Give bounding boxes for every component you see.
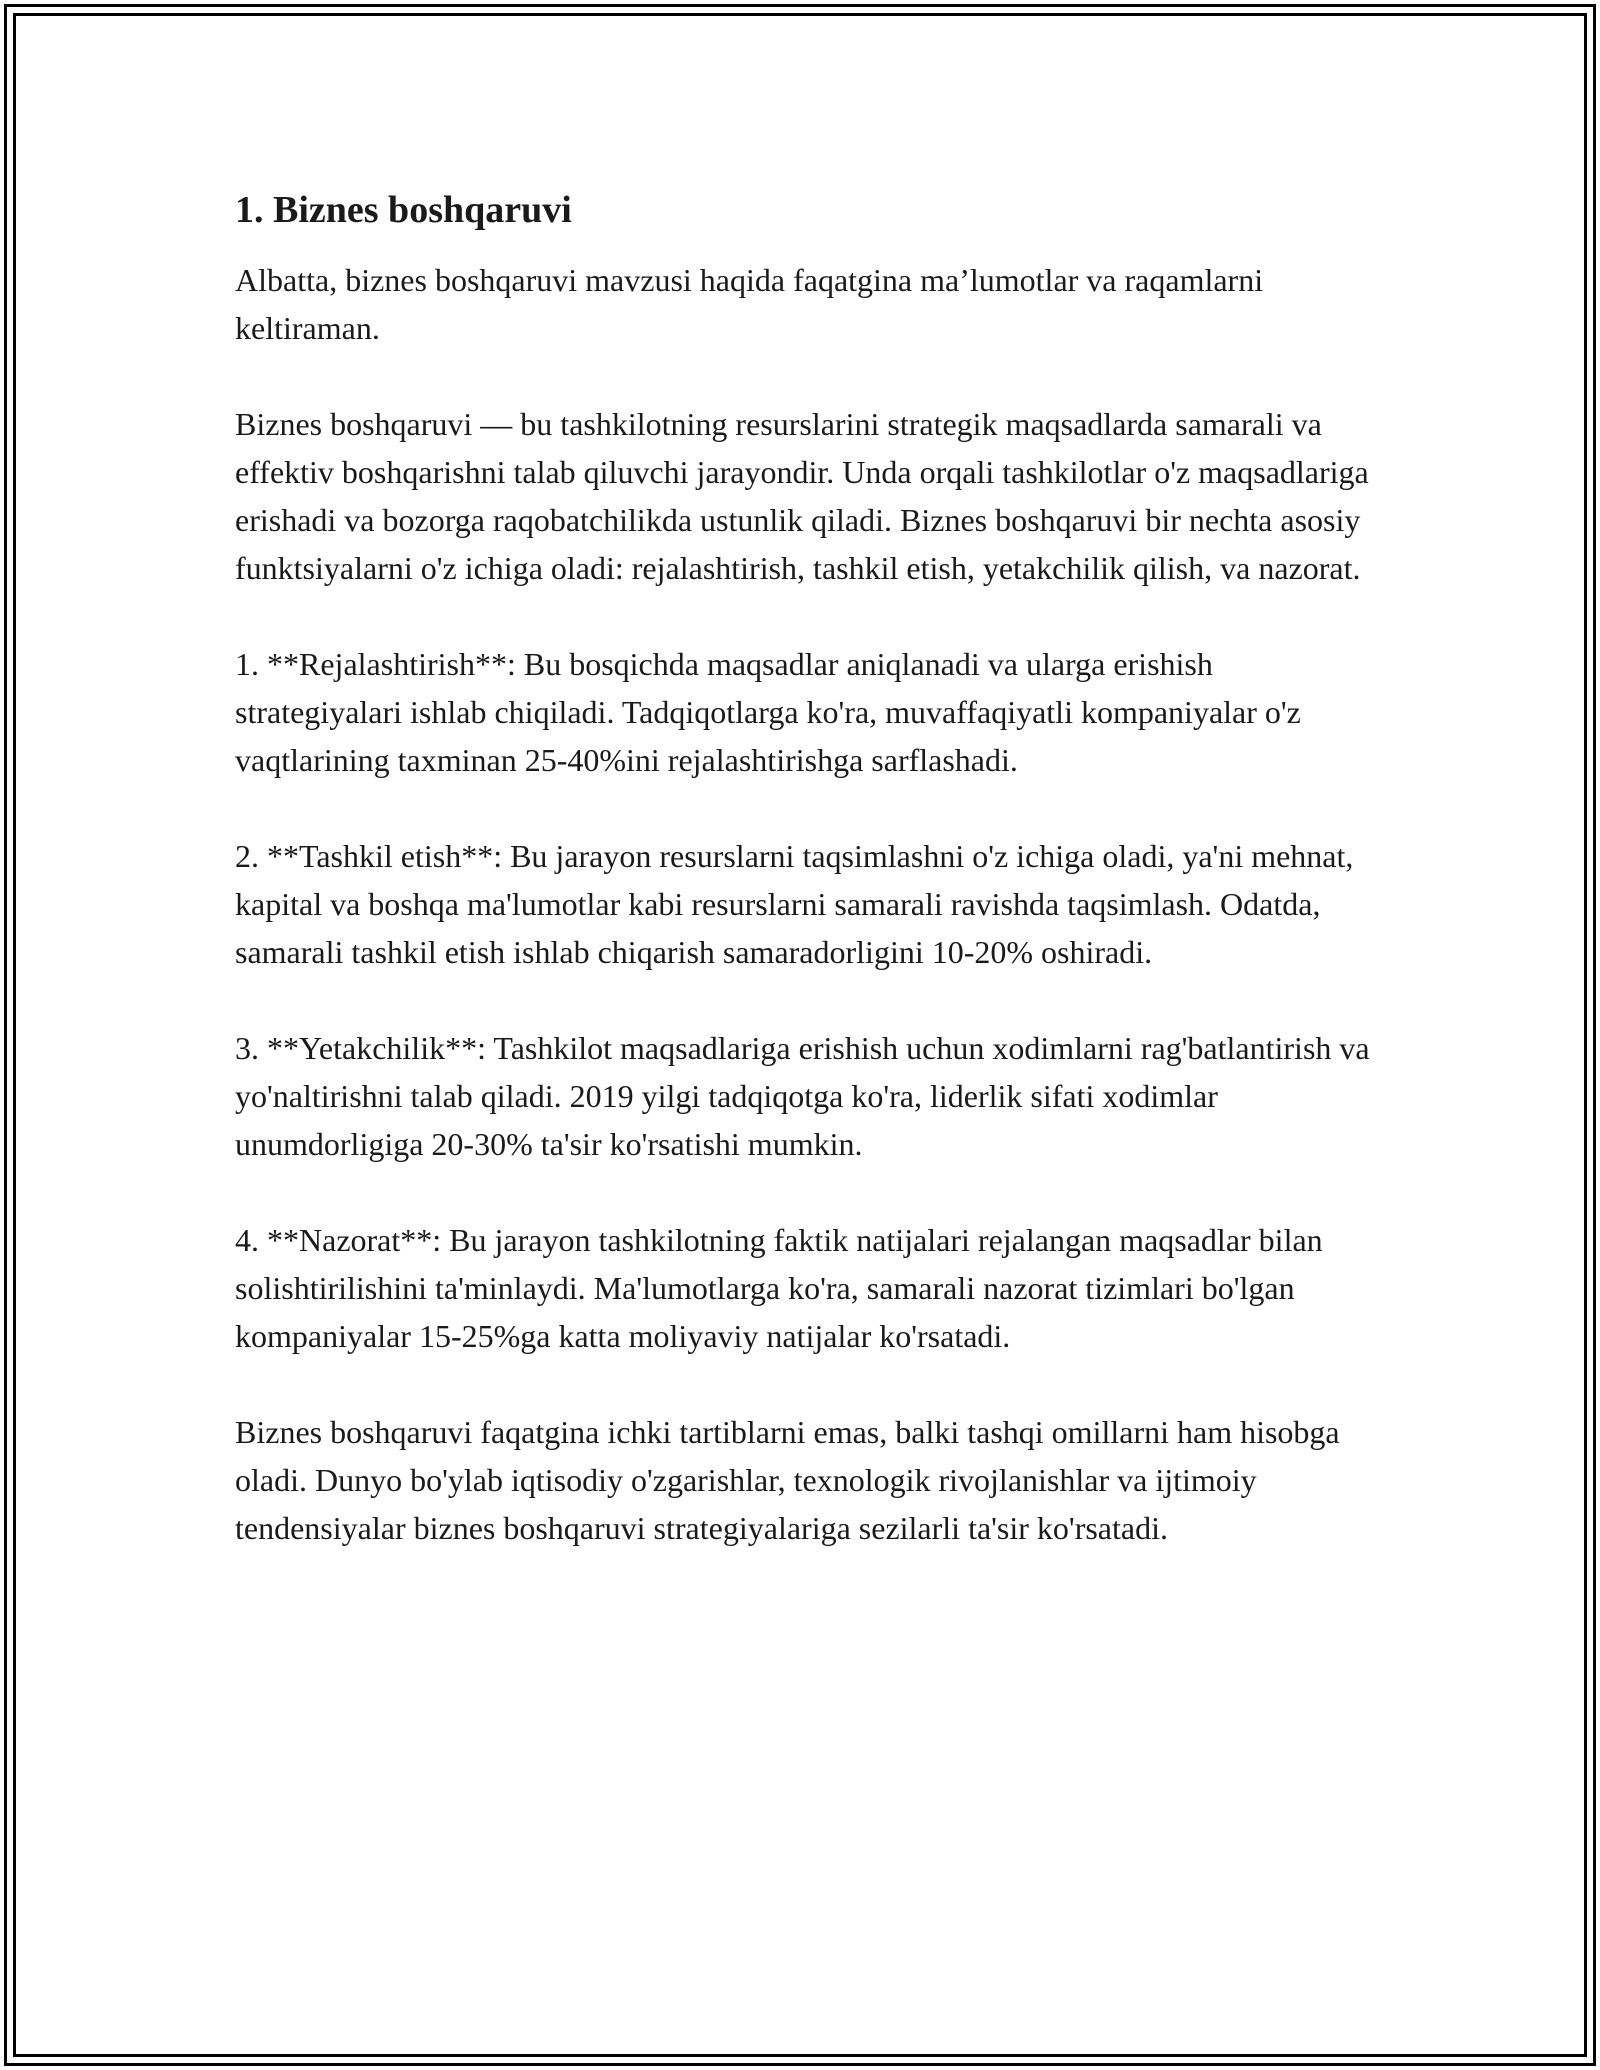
definition-paragraph: Biznes boshqaruvi — bu tashkilotning resurslarini strategik maqsadlarda samarali va effektiv boshqarishni talab qiluvchi jarayondir. Unda orqali tashkilotlar o'z maqsadlariga erishadi va bozorga raqobatchilikda ustunlik qiladi. Biznes boshqaruvi bir nechta asosiy funktsiyalarni o'z ichiga oladi: rejalashtirish, tashkil etish, yetakchilik qilish, va nazorat. [235,406,1369,586]
document-body [235,186,1385,1600]
document-title: 1. Biznes boshqaruvi [235,189,572,231]
list-item-yetakchilik: 3. **Yetakchilik**: Tashkilot maqsadlariga erishish uchun xodimlarni rag'batlantirish va yo'naltirishni talab qiladi. 2019 yilgi tadqiqotga ko'ra, liderlik sifati xodimlar unumdorligiga 20-30% ta'sir ko'rsatishi mumkin. [235,1030,1370,1162]
list-item-rejalashtirish: 1. **Rejalashtirish**: Bu bosqichda maqsadlar aniqlanadi va ularga erishish strategiyalari ishlab chiqiladi. Tadqiqotlarga ko'ra, muvaffaqiyatli kompaniyalar o'z vaqtlarining taxminan 25-40%ini rejalashtirishga sarflashadi. [235,646,1301,778]
list-item-tashkil-etish: 2. **Tashkil etish**: Bu jarayon resurslarni taqsimlashni o'z ichiga oladi, ya'ni mehnat, kapital va boshqa ma'lumotlar kabi resurslarni samarali ravishda taqsimlash. Odatda, samarali tashkil etish ishlab chiqarish samaradorligini 10-20% oshiradi. [235,838,1354,970]
list-item-nazorat: 4. **Nazorat**: Bu jarayon tashkilotning faktik natijalari rejalangan maqsadlar bilan solishtirilishini ta'minlaydi. Ma'lumotlarga ko'ra, samarali nazorat tizimlari bo'lgan kompaniyalar 15-25%ga katta moliyaviy natijalar ko'rsatadi. [235,1222,1323,1354]
conclusion-paragraph: Biznes boshqaruvi faqatgina ichki tartiblarni emas, balki tashqi omillarni ham hisobga oladi. Dunyo bo'ylab iqtisodiy o'zgarishlar, texnologik rivojlanishlar va ijtimoiy tendensiyalar biznes boshqaruvi strategiyalariga sezilarli ta'sir ko'rsatadi. [235,1414,1340,1546]
intro-paragraph: Albatta, biznes boshqaruvi mavzusi haqida faqatgina ma’lumotlar va raqamlarni keltiraman. [235,262,1264,346]
